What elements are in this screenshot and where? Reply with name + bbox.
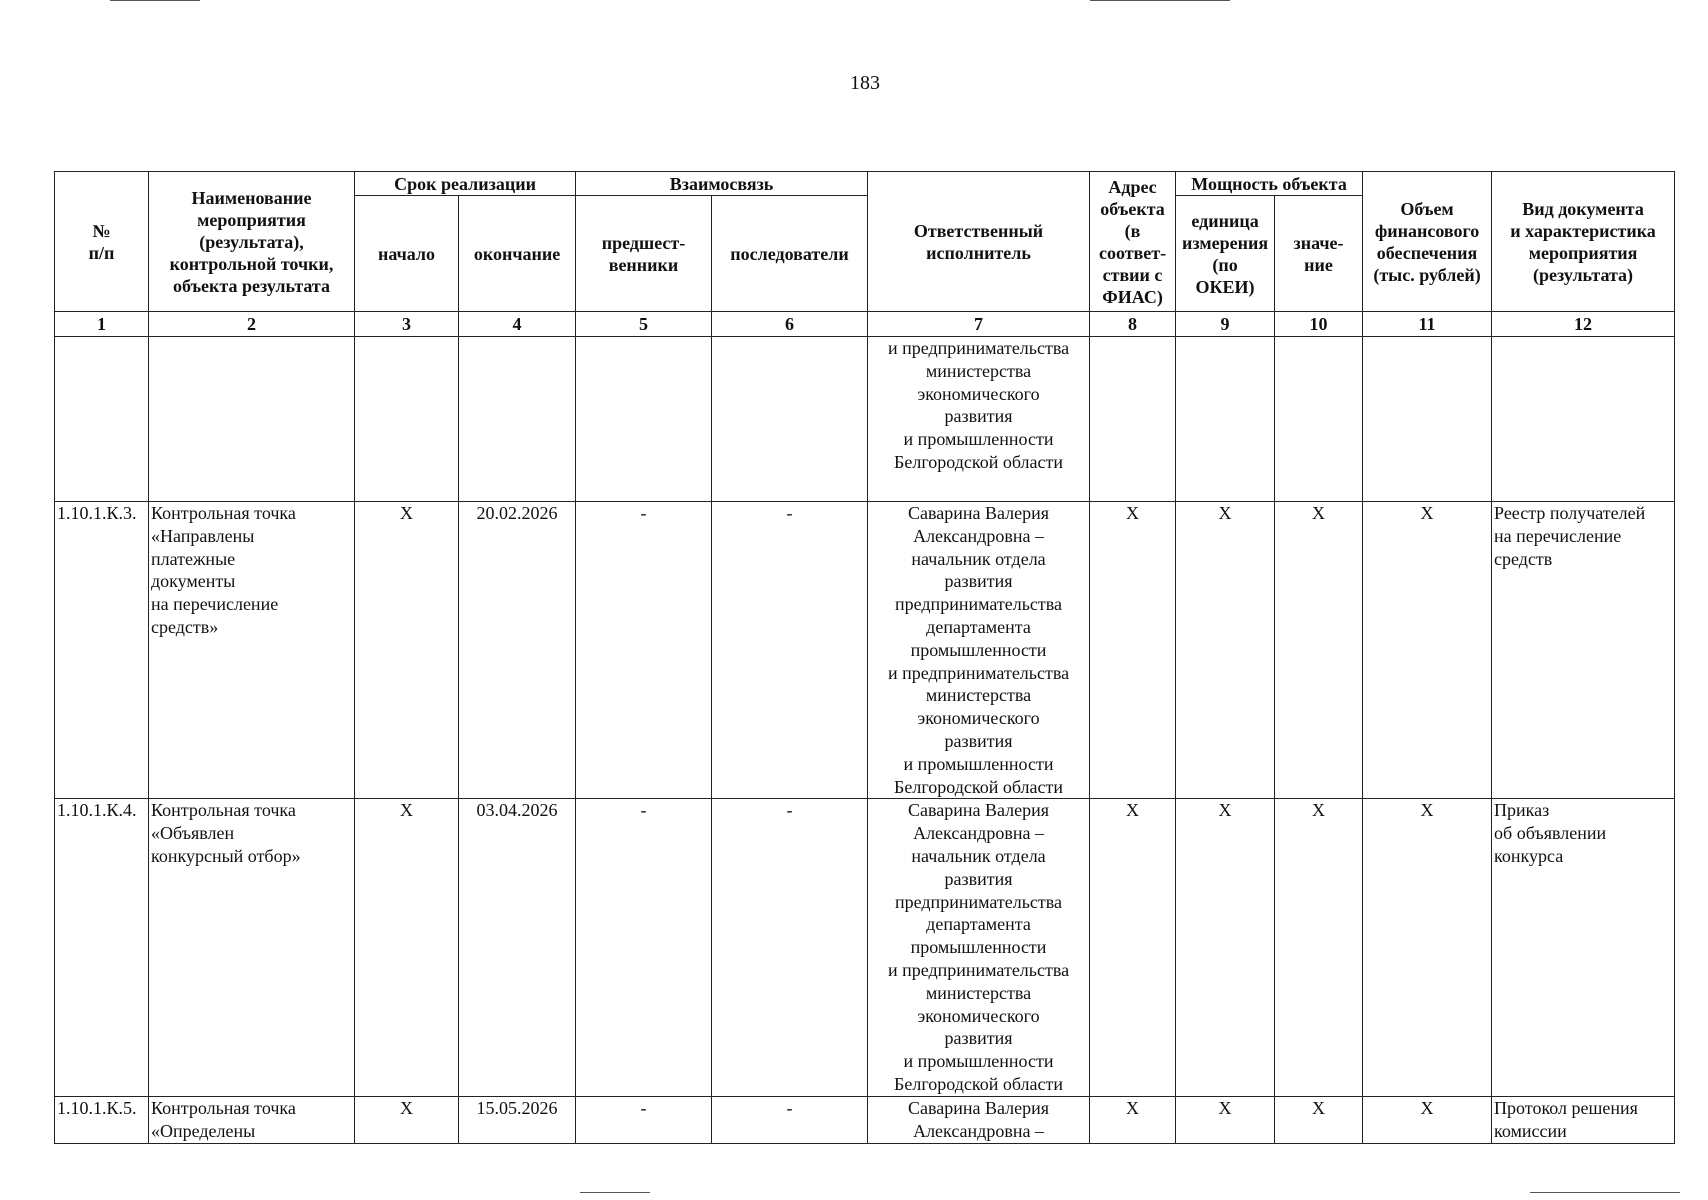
cell-financing: X (1363, 502, 1492, 799)
name-line: конкурсный отбор» (151, 845, 301, 866)
header-address-text: Адрес объекта (в соответ- ствии с ФИАС) (1098, 176, 1167, 307)
cell-empty (149, 337, 355, 502)
header-address (1090, 172, 1176, 312)
name-line: Контрольная точка (151, 800, 296, 821)
responsible-line: Саварина Валерия (908, 503, 1050, 523)
responsible-line: департамента (926, 616, 1031, 637)
name-line: на перечисление (151, 594, 279, 615)
header-relations-text: Взаимосвязь (669, 173, 774, 194)
responsible-line: Белгородской области (894, 451, 1064, 472)
cell-start: X (355, 1096, 459, 1143)
responsible-line: развития (944, 406, 1013, 427)
cell-value: X (1275, 799, 1363, 1096)
column-number: 10 (1275, 312, 1363, 337)
cell-empty (712, 337, 868, 502)
responsible-line: Александровна – (913, 823, 1044, 844)
cell-document (1492, 1096, 1675, 1143)
column-number: 9 (1176, 312, 1275, 337)
cell-start: X (355, 502, 459, 799)
cell-responsible (868, 799, 1090, 1096)
header-unit-text: единица измерения (по ОКЕИ) (1181, 210, 1269, 297)
cell-address: X (1090, 502, 1176, 799)
cell-empty (1176, 337, 1275, 502)
cell-name (149, 1096, 355, 1143)
cell-empty (459, 337, 576, 502)
name-line: «Объявлен (151, 823, 235, 844)
header-end (459, 196, 576, 312)
cell-successors: - (712, 799, 868, 1096)
cell-name (149, 502, 355, 799)
document-line: на перечисление (1494, 525, 1622, 546)
responsible-line: Саварина Валерия (908, 1097, 1050, 1118)
cell-responsible (868, 337, 1090, 502)
responsible-line: и промышленности (903, 429, 1054, 450)
header-number (55, 172, 149, 312)
header-name (149, 172, 355, 312)
responsible-line: и предпринимательства (887, 959, 1070, 980)
column-number: 5 (576, 312, 712, 337)
name-line: Контрольная точка (151, 503, 296, 523)
responsible-line: Белгородской области (894, 776, 1064, 797)
column-number: 6 (712, 312, 868, 337)
cell-unit: X (1176, 502, 1275, 799)
header-name-text: Наименование мероприятия (результата), контрольной точки, объекта результата (169, 187, 334, 296)
responsible-line: и предпринимательства (887, 338, 1070, 358)
responsible-line: Саварина Валерия (908, 800, 1050, 821)
responsible-line: Белгородской области (894, 1073, 1064, 1094)
column-number: 8 (1090, 312, 1176, 337)
cell-start: X (355, 799, 459, 1096)
cell-name (149, 799, 355, 1096)
cell-predecessors: - (576, 799, 712, 1096)
responsible-line: экономического (917, 708, 1040, 729)
cell-predecessors: - (576, 1096, 712, 1143)
cell-number: 1.10.1.К.5. (55, 1096, 149, 1143)
cell-value: X (1275, 502, 1363, 799)
cell-empty (55, 337, 149, 502)
header-start-text: начало (377, 243, 436, 264)
scan-edge-line (1530, 1192, 1680, 1193)
cell-empty (1363, 337, 1492, 502)
header-relations (576, 172, 868, 196)
responsible-line: развития (944, 868, 1013, 889)
responsible-line: начальник отдела (911, 845, 1046, 866)
cell-address: X (1090, 799, 1176, 1096)
cell-unit: X (1176, 799, 1275, 1096)
name-line: Контрольная точка (151, 1097, 296, 1118)
cell-end: 15.05.2026 (459, 1096, 576, 1143)
responsible-line: министерства (925, 685, 1032, 706)
header-capacity-text: Мощность объекта (1191, 173, 1347, 194)
responsible-line: промышленности (910, 639, 1047, 660)
cell-empty (355, 337, 459, 502)
header-unit (1176, 196, 1275, 312)
column-number: 11 (1363, 312, 1492, 337)
responsible-line: и промышленности (903, 753, 1054, 774)
header-financing (1363, 172, 1492, 312)
document-line: Протокол решения (1494, 1097, 1638, 1118)
cell-document (1492, 799, 1675, 1096)
cell-empty (576, 337, 712, 502)
header-start (355, 196, 459, 312)
responsible-line: Александровна – (913, 1120, 1044, 1141)
header-financing-text: Объем финансового обеспечения (тыс. рублей) (1373, 198, 1481, 285)
document-line: Приказ (1494, 800, 1550, 821)
cell-successors: - (712, 502, 868, 799)
header-predecessors-text: предшест- венники (601, 232, 686, 275)
header-document-text: Вид документа и характеристика мероприятия (результата) (1510, 198, 1656, 285)
responsible-line: Александровна – (913, 525, 1044, 546)
header-value (1275, 196, 1363, 312)
cell-value: X (1275, 1096, 1363, 1143)
name-line: «Направлены (151, 525, 255, 546)
name-line: средств» (151, 616, 219, 637)
cell-document (1492, 502, 1675, 799)
header-value-text: значе- ние (1293, 232, 1344, 275)
header-period-text: Срок реализации (394, 173, 536, 194)
cell-address: X (1090, 1096, 1176, 1143)
cell-number: 1.10.1.К.4. (55, 799, 149, 1096)
document-line: Реестр получателей (1494, 503, 1646, 523)
scan-edge-line (580, 1192, 650, 1193)
cell-responsible (868, 1096, 1090, 1143)
responsible-line: предпринимательства (895, 891, 1063, 912)
cell-end: 20.02.2026 (459, 502, 576, 799)
responsible-line: и промышленности (903, 1051, 1054, 1072)
responsible-line: развития (944, 571, 1013, 592)
table-row (55, 1096, 1675, 1143)
name-line: документы (151, 571, 236, 592)
cell-empty (1275, 337, 1363, 502)
cell-end: 03.04.2026 (459, 799, 576, 1096)
cell-successors: - (712, 1096, 868, 1143)
header-period (355, 172, 576, 196)
name-line: «Определены (151, 1120, 256, 1141)
cell-empty (1492, 337, 1675, 502)
cell-number: 1.10.1.К.3. (55, 502, 149, 799)
responsible-line: департамента (926, 914, 1031, 935)
header-responsible-text: Ответственный исполнитель (913, 220, 1044, 263)
responsible-line: экономического (917, 383, 1040, 404)
responsible-line: развития (944, 730, 1013, 751)
table-row (55, 502, 1675, 799)
column-number: 4 (459, 312, 576, 337)
document-line: об объявлении (1494, 823, 1607, 844)
header-successors-text: последователи (730, 243, 849, 264)
header-responsible (868, 172, 1090, 312)
column-number: 12 (1492, 312, 1675, 337)
column-number-row (55, 312, 1675, 337)
scan-edge-line (110, 0, 200, 1)
column-number: 3 (355, 312, 459, 337)
responsible-line: развития (944, 1028, 1013, 1049)
document-line: комиссии (1494, 1120, 1567, 1141)
cell-unit: X (1176, 1096, 1275, 1143)
page-number: 183 (850, 72, 880, 94)
header-capacity (1176, 172, 1363, 196)
responsible-line: и предпринимательства (887, 662, 1070, 683)
scan-edge-line (1090, 0, 1230, 1)
responsible-line: экономического (917, 1005, 1040, 1026)
cell-predecessors: - (576, 502, 712, 799)
header-document (1492, 172, 1675, 312)
header-predecessors (576, 196, 712, 312)
column-number: 7 (868, 312, 1090, 337)
cell-financing: X (1363, 799, 1492, 1096)
header-end-text: окончание (473, 243, 561, 264)
cell-empty (1090, 337, 1176, 502)
header-successors (712, 196, 868, 312)
responsible-line: министерства (925, 360, 1032, 381)
column-number: 2 (149, 312, 355, 337)
table-row-continuation (55, 337, 1675, 502)
plan-table (54, 171, 1675, 1144)
responsible-line: министерства (925, 982, 1032, 1003)
document-line: конкурса (1494, 845, 1564, 866)
header-number-text: № п/п (88, 220, 115, 263)
cell-financing: X (1363, 1096, 1492, 1143)
name-line: платежные (151, 548, 236, 569)
responsible-line: начальник отдела (911, 548, 1046, 569)
column-number: 1 (55, 312, 149, 337)
cell-responsible (868, 502, 1090, 799)
table-row (55, 799, 1675, 1096)
responsible-line: промышленности (910, 937, 1047, 958)
responsible-line: предпринимательства (895, 594, 1063, 615)
document-line: средств (1494, 548, 1553, 569)
